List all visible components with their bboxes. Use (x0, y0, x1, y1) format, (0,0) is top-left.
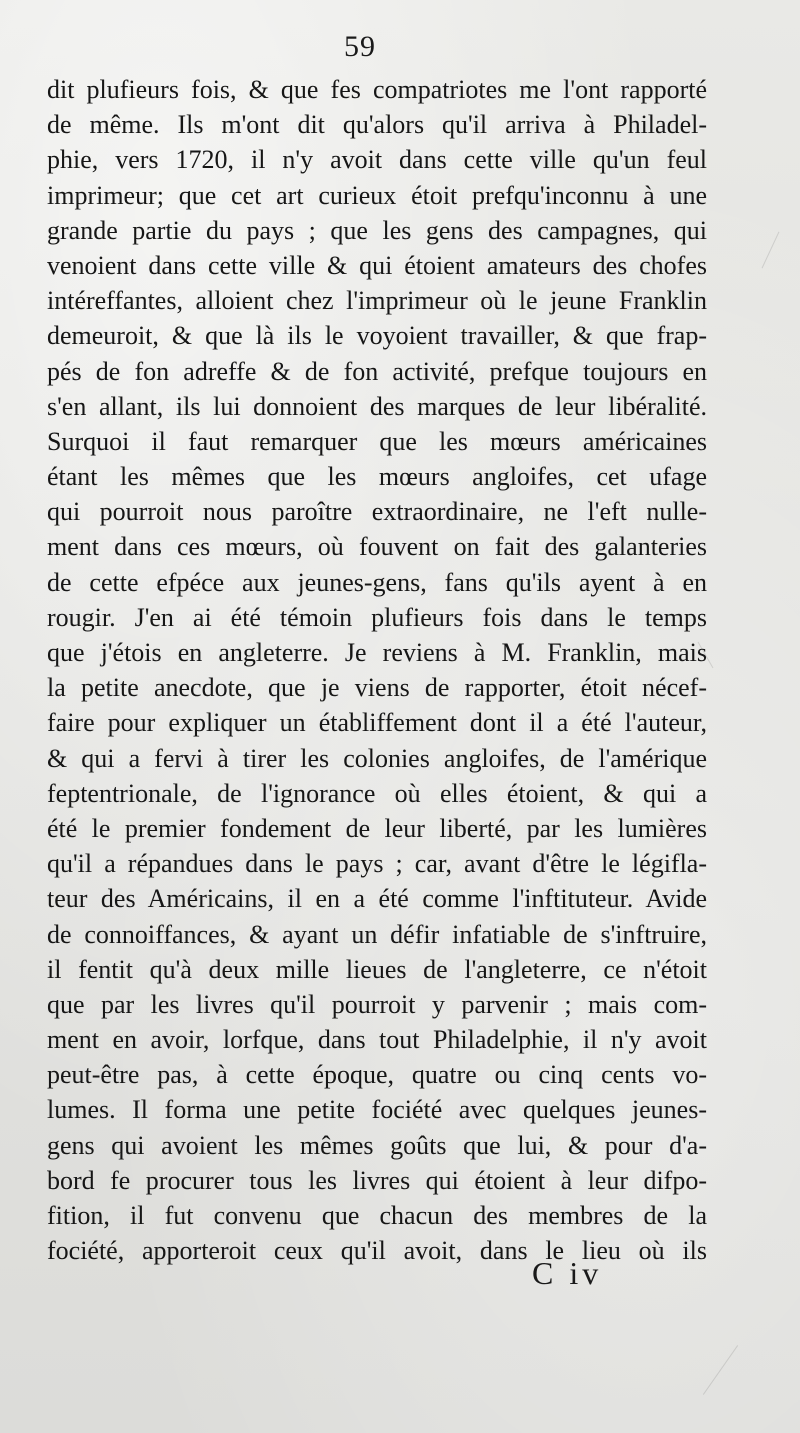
text-line: gens qui avoient les mêmes goûts que lui, & pour d'a- (47, 1130, 707, 1160)
text-line: ment en avoir, lorfque, dans tout Philadelphie, il n'y avoit (47, 1025, 707, 1055)
text-line: lumes. Il forma une petite fociété avec quelques jeunes- (47, 1095, 707, 1125)
text-line: qu'il a répandues dans le pays ; car, avant d'être le légifla- (47, 849, 707, 879)
text-line: peut-être pas, à cette époque, quatre ou cinq cents vo- (47, 1060, 707, 1090)
text-line: s'en allant, ils lui donnoient des marques de leur libéralité. (47, 391, 707, 421)
paper-scratch (762, 232, 780, 269)
text-line: de même. Ils m'ont dit qu'alors qu'il arriva à Philadel- (47, 110, 707, 140)
body-text (47, 72, 707, 1268)
text-line: fociété, apporteroit ceux qu'il avoit, dans le lieu où ils (47, 1236, 707, 1266)
text-line: faire pour expliquer un établiffement dont il a été l'auteur, (47, 708, 707, 738)
text-line: grande partie du pays ; que les gens des campagnes, qui (47, 215, 707, 245)
text-line: dit plufieurs fois, & que fes compatriotes me l'ont rapporté (47, 75, 707, 104)
text-line: feptentrionale, de l'ignorance où elles étoient, & qui a (47, 778, 707, 808)
text-line: fition, il fut convenu que chacun des membres de la (47, 1201, 707, 1230)
text-line: imprimeur; que cet art curieux étoit prefqu'inconnu à une (47, 180, 707, 210)
text-line: de connoiffances, & ayant un défir infatiable de s'inftruire, (47, 919, 707, 949)
signature-mark: C iv (532, 1255, 603, 1291)
text-line: il fentit qu'à deux mille lieues de l'angleterre, ce n'étoit (47, 954, 707, 984)
text-line: ment dans ces mœurs, où fouvent on fait des galanteries (47, 532, 707, 562)
text-line: pés de fon adreffe & de fon activité, prefque toujours en (47, 356, 707, 386)
text-line: qui pourroit nous paroître extraordinaire, ne l'eft nulle- (47, 497, 707, 527)
text-line: venoient dans cette ville & qui étoient amateurs des chofes (47, 250, 707, 280)
text-line: phie, vers 1720, il n'y avoit dans cette ville qu'un feul (47, 145, 707, 175)
text-line: de cette efpéce aux jeunes-gens, fans qu'ils ayent à en (47, 567, 707, 597)
text-line: que par les livres qu'il pourroit y parvenir ; mais com- (47, 989, 707, 1019)
text-line: que j'étois en angleterre. Je reviens à M. Franklin, mais (47, 638, 707, 667)
text-line: intéreffantes, alloient chez l'imprimeur où le jeune Franklin (47, 286, 707, 316)
text-line: étant les mêmes que les mœurs angloifes, cet ufage (47, 462, 707, 492)
text-line: été le premier fondement de leur liberté, par les lumières (47, 813, 707, 843)
text-line: teur des Américains, il en a été comme l'inftituteur. Avide (47, 884, 707, 914)
text-line: & qui a fervi à tirer les colonies angloifes, de l'amérique (47, 743, 707, 773)
text-line: bord fe procurer tous les livres qui étoient à leur difpo- (47, 1165, 707, 1195)
text-line: la petite anecdote, que je viens de rapporter, étoit nécef- (47, 673, 707, 703)
page-number: 59 (344, 30, 376, 63)
text-line: rougir. J'en ai été témoin plufieurs fois dans le temps (47, 602, 707, 632)
paper-scratch (703, 1345, 738, 1395)
text-line: Surquoi il faut remarquer que les mœurs américaines (47, 426, 707, 456)
text-line: demeuroit, & que là ils le voyoient travailler, & que frap- (47, 321, 707, 351)
